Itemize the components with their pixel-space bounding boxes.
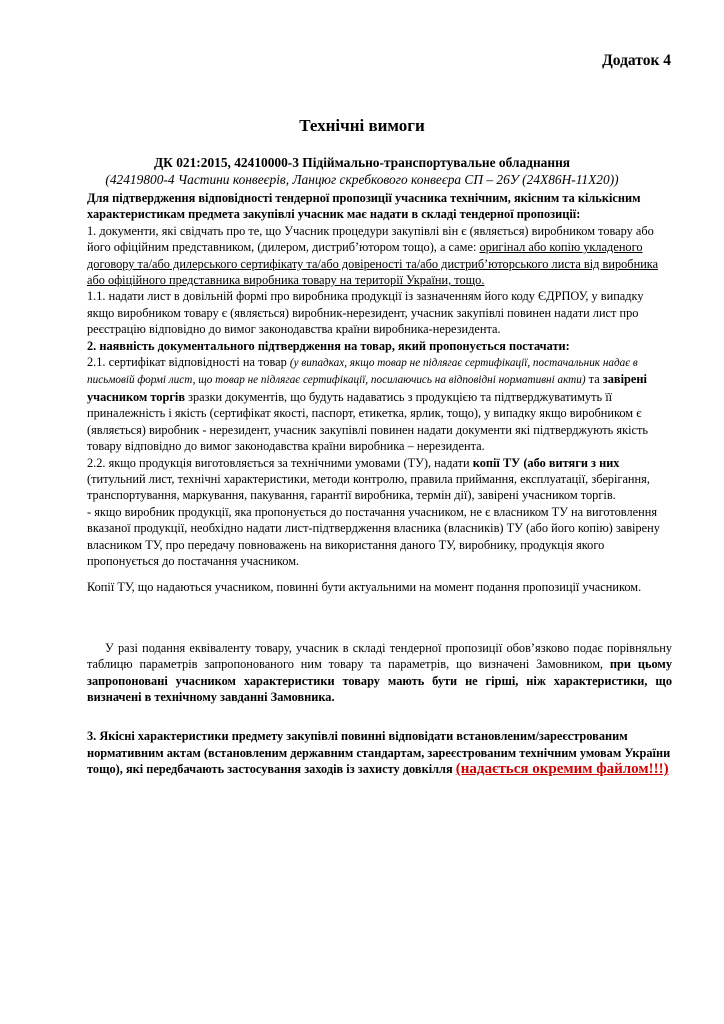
page-title: Технічні вимоги xyxy=(299,116,425,135)
dk-code-heading: ДК 021:2015, 42410000-3 Підіймально-транспортувальне обладнання xyxy=(153,155,571,170)
item-2-1-start: 2.1. сертифікат відповідності на товар xyxy=(87,355,290,370)
separate-file-note: (надається окремим файлом!!!) xyxy=(455,761,669,778)
requirements-body xyxy=(87,190,672,778)
item-3 xyxy=(87,728,672,777)
item-3-bold: 3. Якісні характеристики предмету закупівлі повинні відповідати встановленим/зареєстрованим нормативним актам (встановленим державним стандартам, зареєстрованим технічним умовам України тощо), які передбачають застосування заходів із захисту довкілля xyxy=(87,729,671,777)
item-1 xyxy=(87,223,672,289)
item-2-1-rest: зразки документів, що будуть надаватись з продукцією та підтверджуватимуть її приналежність і якість (сертифікат якості, паспорт, етикетка, ярлик, тощо), у випадку якщо виробником є (являється) виробник - нерезидент, учасник закупівлі повинен надати документи які підтверджують якість товару відповідно до вимог законодавства країни виробника – нерезидента. xyxy=(87,389,649,454)
item-2-1-bold: завірені учасником торгів xyxy=(87,372,647,404)
intro-bold: Для підтвердження відповідності тендерної пропозиції учасника технічним, якісним та кількісним характеристикам предмета закупівлі учасник має надати в складі тендерної пропозиції: xyxy=(87,191,641,222)
item-2-2-dash: - якщо виробник продукції, яка пропонується до постачання учасником, не є власником ТУ на виготовлення вказаної продукції, необхідно надати лист-підтвердження власника (власників) ТУ (або його копію) завірену власником ТУ, про передачу повноважень на використання даного ТУ, виробнику, продукція якого пропонується до постачання учасником. xyxy=(87,504,660,568)
equivalent-text: У разі подання еквіваленту товару, учасник в складі тендерної пропозиції обов’язково подає порівняльну таблицю параметрів запропонованого ним товару та параметрів, що визначені Замовником, xyxy=(87,640,672,672)
intro-paragraph xyxy=(87,190,672,223)
dk-subtitle: (42419800-4 Частини конвеєрів, Ланцюг скребкового конвеєра СП – 26У (24Х86Н-11Х20)) xyxy=(105,172,619,187)
item-2-2 xyxy=(87,455,672,504)
item-1-underlined: оригінал або копію укладеного договору та/або дилерського сертифікату та/або довіреності та/або дистриб’юторського листа від виробника або офіційного представника виробника товару на території України, тощо. xyxy=(87,240,659,288)
item-2-heading xyxy=(87,338,672,354)
equivalent-paragraph xyxy=(87,640,672,706)
tu-note: Копії ТУ, що надаються учасником, повинні бути актуальними на момент подання пропозиції учасником. xyxy=(87,580,642,595)
spacer xyxy=(87,596,672,640)
item-2-1 xyxy=(87,354,672,454)
item-2-2-rest: (титульний лист, технічні характеристики, методи контролю, правила приймання, експлуатації, зберігання, транспортування, маркування, пакування, гарантії виробника, термін дії), завірені учасником торгів. xyxy=(87,471,650,503)
spacer xyxy=(87,705,672,728)
item-1-1: 1.1. надати лист в довільній формі про виробника продукції із зазначенням його коду ЄДРПОУ, у випадку якщо виробником товару є (являється) виробник-нерезидент, учасник закупівлі повинен надати лист про реєстрацію відповідно до вимог законодавства країни виробника-нерезидента. xyxy=(87,289,644,337)
item-2-heading-text: 2. наявність документального підтвердження на товар, який пропонується постачати: xyxy=(87,338,570,353)
spacer xyxy=(87,569,672,579)
addendum-label: Додаток 4 xyxy=(602,52,671,69)
item-1-text: 1. документи, які свідчать про те, що Учасник процедури закупівлі він є (являється) виробником товару або його офіційним представником, (дилером, дистриб’ютором тощо), а саме: xyxy=(87,223,654,255)
item-2-2-start: 2.2. якщо продукція виготовляється за технічними умовами (ТУ), надати xyxy=(87,455,473,470)
item-2-1-italic-note: (у випадках, якщо товар не підлягає сертифікації, постачальник надає в письмовій формі лист, що товар не підлягає сертифікації, посилаючись на відповідні нормативні акти) xyxy=(87,357,638,387)
item-2-1-connector: та xyxy=(585,372,603,387)
equivalent-bold: при цьому запропоновані учасником характеристики товару мають бути не гірші, ніж характеристики, що визначені в технічному завданні Замовника. xyxy=(87,657,672,704)
item-2-2-bold: копії ТУ (або витяги з них xyxy=(472,455,620,470)
